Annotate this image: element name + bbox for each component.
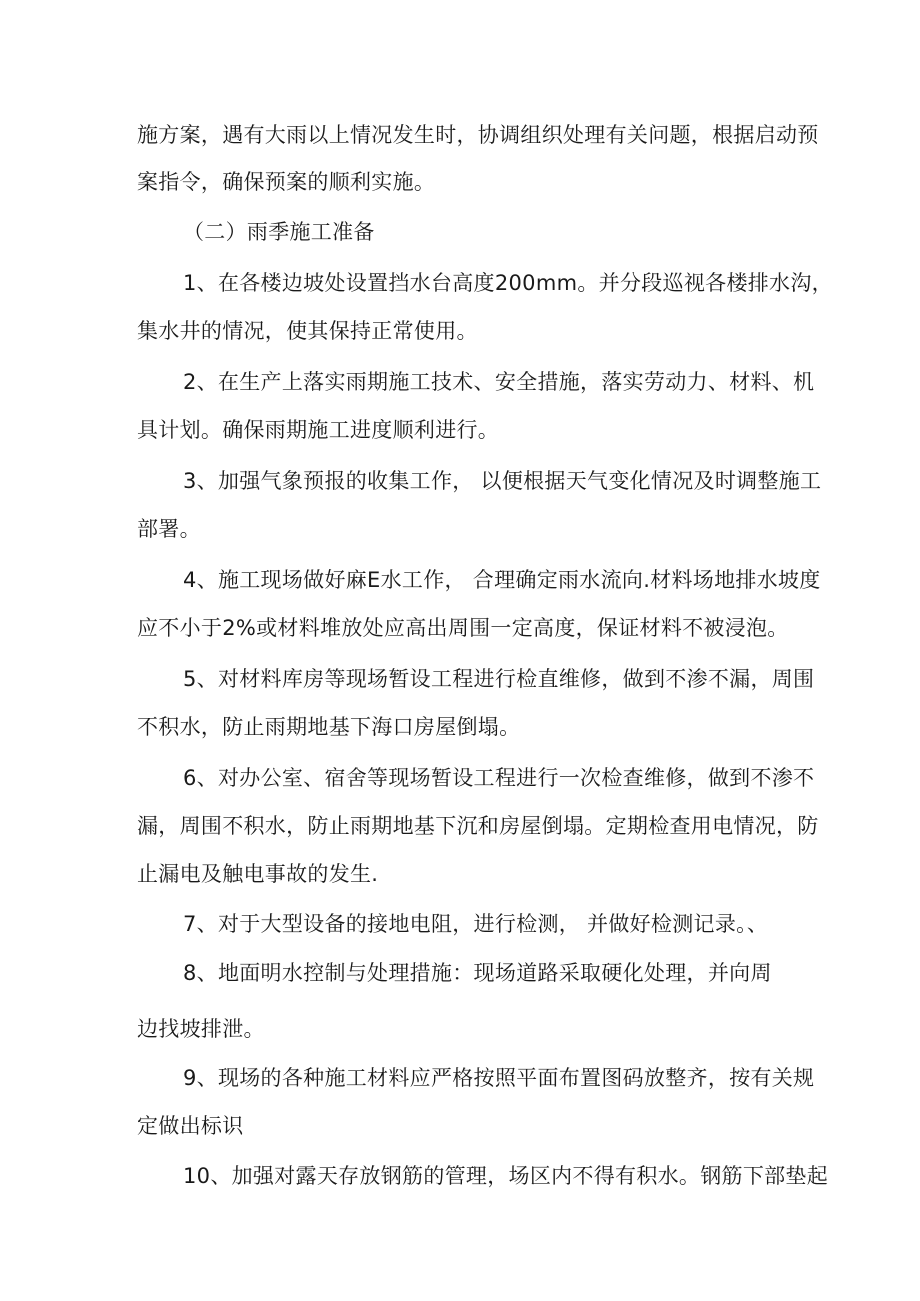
item-5-line: 不积水，防止雨期地基下海口房屋倒塌。 — [137, 715, 521, 739]
item-3-line: 部署。 — [137, 517, 201, 541]
item-6-line: 6、对办公室、宿舍等现场暂设工程进行一次检查维修，做到不渗不 — [183, 766, 815, 790]
item-6-line: 漏，周围不积水，防止雨期地基下沉和房屋倒塌。定期检查用电情况，防 — [137, 814, 819, 838]
item-4-line: 4、施工现场做好麻E水工作， 合理确定雨水流向.材料场地排水坡度 — [183, 568, 821, 592]
item-9-line: 9、现场的各种施工材料应严格按照平面布置图码放整齐，按有关规 — [183, 1066, 815, 1090]
intro-line: 案指令，确保预案的顺利实施。 — [137, 170, 436, 194]
item-1-line: 集水井的情况，使其保持正常使用。 — [137, 319, 478, 343]
intro-line: 施方案，遇有大雨以上情况发生时，协调组织处理有关问题，根据启动预 — [137, 123, 819, 147]
item-8-line: 8、地面明水控制与处理措施：现场道路采取硬化处理，并向周 — [183, 961, 772, 985]
item-6-line: 止漏电及触电事故的发生. — [137, 862, 379, 886]
section-heading: （二）雨季施工准备 — [183, 220, 375, 244]
item-3-line: 3、加强气象预报的收集工作， 以便根据天气变化情况及时调整施工 — [183, 469, 822, 493]
item-9-line: 定做出标识 — [137, 1114, 244, 1138]
item-7-line: 7、对于大型设备的接地电阻，进行检测， 并做好检测记录。、 — [183, 912, 769, 936]
item-1-line: 1、在各楼边坡处设置挡水台高度200mm。并分段巡视各楼排水沟， — [183, 271, 833, 295]
item-4-line: 应不小于2%或材料堆放处应高出周围一定高度，保证材料不被浸泡。 — [137, 616, 789, 640]
item-8-line: 边找坡排泄。 — [137, 1017, 265, 1041]
item-2-line: 2、在生产上落实雨期施工技术、安全措施，落实劳动力、材料、机 — [183, 370, 815, 394]
item-2-line: 具计划。确保雨期施工进度顺利进行。 — [137, 418, 500, 442]
item-10-line: 10、加强对露天存放钢筋的管理，场区内不得有积水。钢筋下部垫起 — [183, 1164, 829, 1188]
item-5-line: 5、对材料库房等现场暂设工程进行检直维修，做到不渗不漏，周围 — [183, 667, 815, 691]
